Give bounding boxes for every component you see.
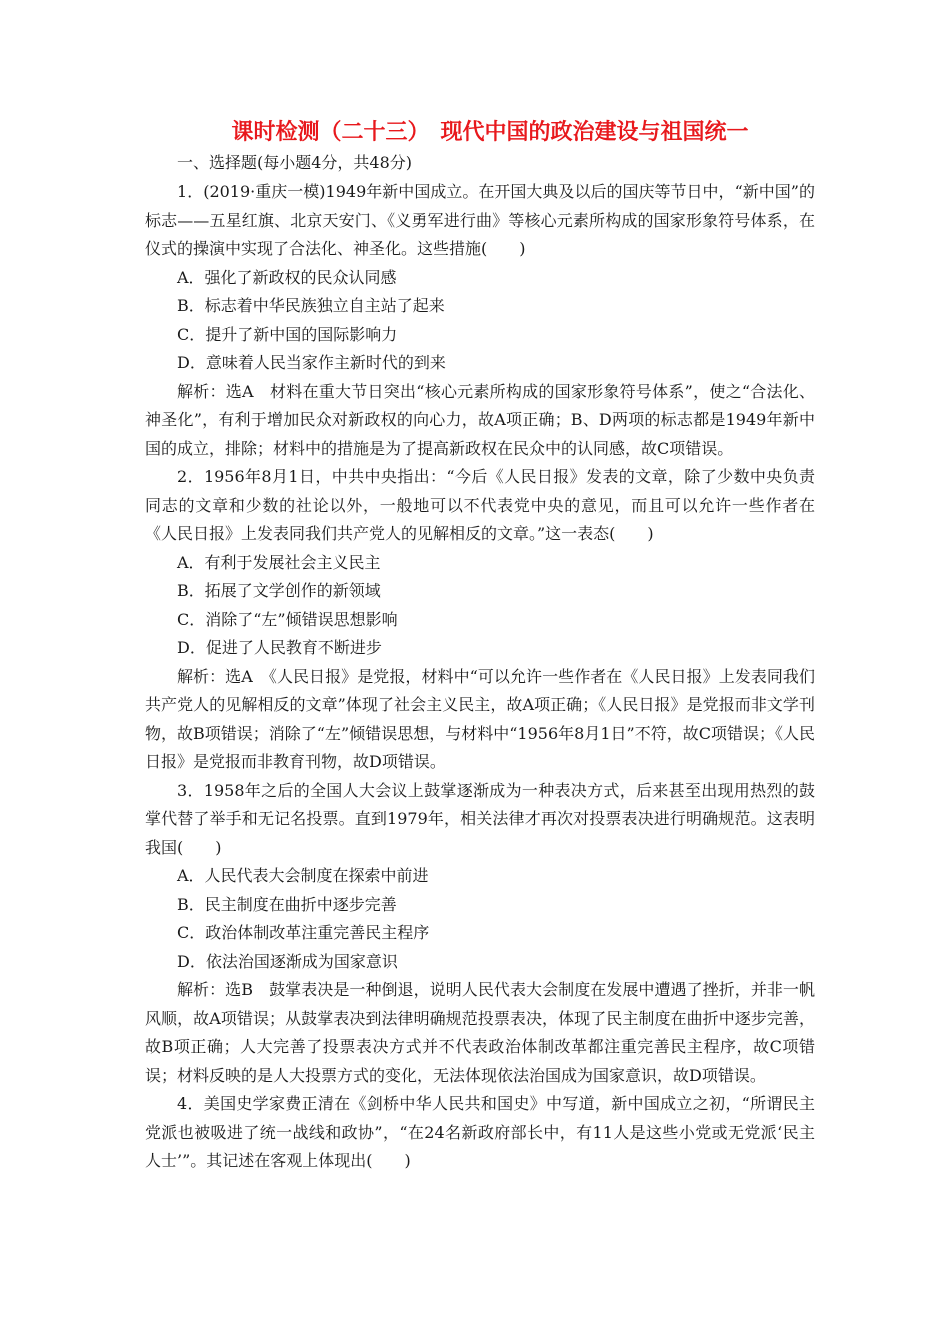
option-a: A．人民代表大会制度在探索中前进 — [177, 866, 429, 885]
question-3 — [145, 777, 815, 1091]
question-stem: 1．(2019·重庆一模)1949年新中国成立。在开国大典及以后的国庆等节日中，“新中国”的标志——五星红旗、北京天安门、《义勇军进行曲》等核心元素所构成的国家形象符号体系，在仪式的操演中实现了合法化、神圣化。这些措施( ) — [145, 182, 815, 258]
question-2 — [145, 463, 815, 777]
question-1 — [145, 178, 815, 463]
option-c: C．政治体制改革注重完善民主程序 — [177, 923, 430, 942]
question-4 — [145, 1090, 815, 1176]
question-stem: 4．美国史学家费正清在《剑桥中华人民共和国史》中写道，新中国成立之初，“所谓民主党派也被吸进了统一战线和政协”，“在24名新政府部长中，有11人是这些小党或无党派‘民主人士’”。其记述在客观上体现出( ) — [145, 1094, 815, 1170]
document-title: 课时检测（二十三） 现代中国的政治建设与祖国统一 — [231, 120, 749, 145]
option-d: D．意味着人民当家作主新时代的到来 — [177, 353, 446, 372]
option-d: D．依法治国逐渐成为国家意识 — [177, 951, 398, 971]
option-a: A．有利于发展社会主义民主 — [177, 552, 381, 572]
question-stem: 2．1956年8月1日，中共中央指出：“今后《人民日报》发表的文章，除了少数中央负责同志的文章和少数的社论以外，一般地可以不代表党中央的意见，而且可以允许一些作者在《人民日报》上发表同我们共产党人的见解相反的文章。”这一表态( ) — [145, 467, 815, 543]
option-b: B．民主制度在曲折中逐步完善 — [177, 894, 397, 914]
option-c: C．消除了“左”倾错误思想影响 — [177, 609, 398, 629]
answer-analysis: 解析：选A 《人民日报》是党报，材料中“可以允许一些作者在《人民日报》上发表同我们共产党人的见解相反的文章”体现了社会主义民主，故A项正确；《人民日报》是党报而非文学刊物，故B项错误；消除了“左”倾错误思想，与材料中“1956年8月1日”不符，故C项错误；《人民日报》是党报而非教育刊物，故D项错误。 — [145, 666, 815, 771]
option-b: B．标志着中华民族独立自主站了起来 — [177, 296, 445, 315]
option-d: D．促进了人民教育不断进步 — [177, 638, 382, 657]
answer-analysis: 解析：选A 材料在重大节日突出“核心元素所构成的国家形象符号体系”，使之“合法化、神圣化”，有利于增加民众对新政权的向心力，故A项正确；B、D两项的标志都是1949年新中国的成立，排除；材料中的措施是为了提高新政权在民众中的认同感，故C项错误。 — [145, 381, 815, 458]
document-page — [145, 118, 815, 1176]
answer-analysis: 解析：选B 鼓掌表决是一种倒退，说明人民代表大会制度在发展中遭遇了挫折，并非一帆风顺，故A项错误；从鼓掌表决到法律明确规范投票表决，体现了民主制度在曲折中逐步完善，故B项正确；人大完善了投票表决方式并不代表政治体制改革都注重完善民主程序，故C项错误；材料反映的是人大投票方式的变化，无法体现依法治国成为国家意识，故D项错误。 — [145, 980, 815, 1085]
question-stem: 3．1958年之后的全国人大会议上鼓掌逐渐成为一种表决方式，后来甚至出现用热烈的鼓掌代替了举手和无记名投票。直到1979年，相关法律才再次对投票表决进行明确规范。这表明我国( ) — [145, 780, 815, 857]
section-heading: 一、选择题(每小题4分，共48分) — [177, 153, 413, 172]
option-b: B．拓展了文学创作的新领域 — [177, 581, 381, 600]
option-a: A．强化了新政权的民众认同感 — [177, 267, 397, 287]
option-c: C．提升了新中国的国际影响力 — [177, 324, 398, 344]
